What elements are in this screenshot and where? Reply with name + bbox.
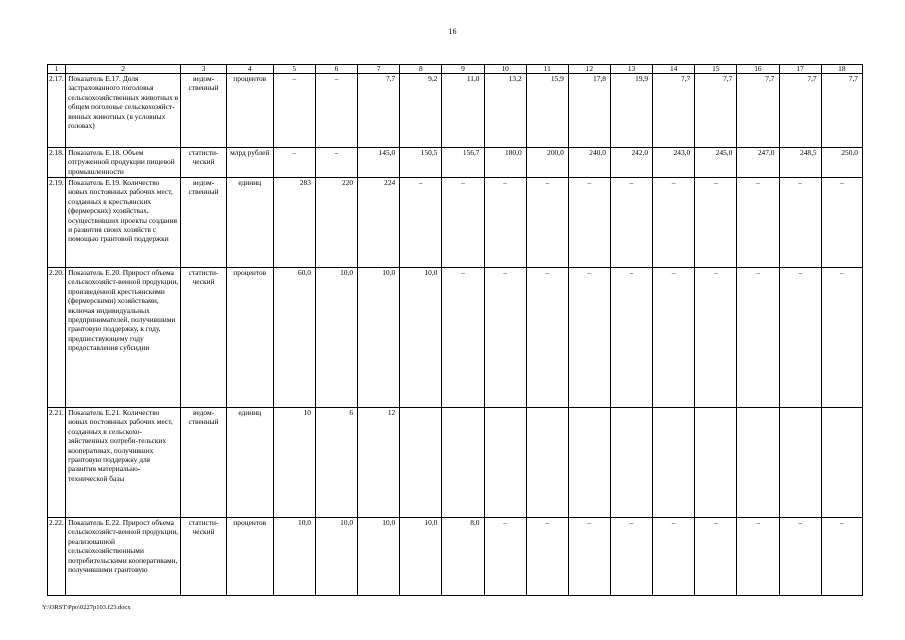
value-cell: 248,5 xyxy=(779,148,821,178)
table-row xyxy=(48,148,863,178)
data-source: статисти-ческий xyxy=(181,148,226,178)
value-cell: – xyxy=(315,74,357,148)
value-cell: – xyxy=(653,268,695,408)
value-cell: – xyxy=(653,178,695,268)
indicator-name: Показатель Е.18. Объем отгруженной продукции пищевой промышленности xyxy=(66,148,181,178)
column-header-5: 5 xyxy=(273,65,315,74)
value-cell: 224 xyxy=(358,178,400,268)
column-header-14: 14 xyxy=(653,65,695,74)
value-cell: – xyxy=(484,518,526,596)
value-cell: – xyxy=(737,268,779,408)
unit-of-measure: млрд рублей xyxy=(226,148,273,178)
value-cell: – xyxy=(610,268,652,408)
indicator-name: Показатель Е.19. Количество новых постоянных рабочих мест, созданных в крестьянских (фермерских) хозяйствах, осуществивших проекты создания и развития своих хозяйств с помощью грантовой поддержки xyxy=(66,178,181,268)
value-cell: 7,7 xyxy=(695,74,737,148)
row-index: 2.21. xyxy=(48,408,66,518)
value-cell: – xyxy=(779,268,821,408)
value-cell: 7,7 xyxy=(737,74,779,148)
value-cell: 7,7 xyxy=(779,74,821,148)
value-cell xyxy=(610,408,652,518)
indicator-name: Показатель Е.21. Количество новых постоянных рабочих мест, созданных в сельскохо-зяйственных потреби-тельских кооперативах, получивших грантовую поддержку для развития материально-технической базы xyxy=(66,408,181,518)
value-cell: 19,9 xyxy=(610,74,652,148)
value-cell: 150,5 xyxy=(400,148,442,178)
column-header-10: 10 xyxy=(484,65,526,74)
value-cell: – xyxy=(821,268,862,408)
value-cell: 10,0 xyxy=(315,268,357,408)
value-cell xyxy=(821,408,862,518)
value-cell: 13,2 xyxy=(484,74,526,148)
row-index: 2.18. xyxy=(48,148,66,178)
row-index: 2.22. xyxy=(48,518,66,596)
data-source: статисти-ческий xyxy=(181,518,226,596)
value-cell: 10,0 xyxy=(400,268,442,408)
value-cell: 7,7 xyxy=(358,74,400,148)
value-cell: – xyxy=(568,178,610,268)
value-cell: 7,7 xyxy=(821,74,862,148)
value-cell: 283 xyxy=(273,178,315,268)
value-cell: – xyxy=(695,518,737,596)
row-index: 2.17. xyxy=(48,74,66,148)
value-cell: – xyxy=(779,518,821,596)
value-cell xyxy=(653,408,695,518)
value-cell: – xyxy=(526,178,568,268)
value-cell: 7,7 xyxy=(653,74,695,148)
value-cell xyxy=(526,408,568,518)
value-cell: 10,0 xyxy=(358,518,400,596)
value-cell: 220 xyxy=(315,178,357,268)
unit-of-measure: процентов xyxy=(226,74,273,148)
unit-of-measure: процентов xyxy=(226,518,273,596)
value-cell: – xyxy=(610,178,652,268)
value-cell: 17,8 xyxy=(568,74,610,148)
data-source: ведом-ственный xyxy=(181,74,226,148)
value-cell xyxy=(737,408,779,518)
table-row xyxy=(48,408,863,518)
value-cell: – xyxy=(568,268,610,408)
value-cell: 8,0 xyxy=(442,518,484,596)
column-header-12: 12 xyxy=(568,65,610,74)
value-cell: – xyxy=(568,518,610,596)
value-cell: 9,2 xyxy=(400,74,442,148)
indicators-table-wrapper xyxy=(47,64,863,596)
value-cell: – xyxy=(526,518,568,596)
value-cell: 180,0 xyxy=(484,148,526,178)
column-header-16: 16 xyxy=(737,65,779,74)
indicator-name: Показатель Е.20. Прирост объема сельскохозяйст-венной продукции, произведенной крестьянскими (фермерскими) хозяйствами, включая индивидуальных предпринимателей, получившими грантовую поддержку, к году, предшествующему году предоставления субсидии xyxy=(66,268,181,408)
value-cell: 247,0 xyxy=(737,148,779,178)
footer-file-path: Y:\ORST\Ppo\0227p103.f23.docx xyxy=(42,604,131,611)
data-source: ведом-ственный xyxy=(181,408,226,518)
row-index: 2.19. xyxy=(48,178,66,268)
table-row xyxy=(48,518,863,596)
value-cell: 10,0 xyxy=(400,518,442,596)
value-cell: – xyxy=(442,178,484,268)
column-header-9: 9 xyxy=(442,65,484,74)
unit-of-measure: единиц xyxy=(226,408,273,518)
value-cell: 250,0 xyxy=(821,148,862,178)
value-cell: – xyxy=(695,178,737,268)
value-cell: – xyxy=(653,518,695,596)
value-cell xyxy=(568,408,610,518)
column-header-17: 17 xyxy=(779,65,821,74)
value-cell: – xyxy=(315,148,357,178)
column-header-11: 11 xyxy=(526,65,568,74)
value-cell: 10,0 xyxy=(358,268,400,408)
value-cell: 11,0 xyxy=(442,74,484,148)
value-cell: – xyxy=(273,148,315,178)
value-cell: – xyxy=(737,178,779,268)
value-cell: – xyxy=(779,178,821,268)
value-cell xyxy=(695,408,737,518)
value-cell: – xyxy=(526,268,568,408)
value-cell: – xyxy=(821,518,862,596)
value-cell: 145,0 xyxy=(358,148,400,178)
column-header-7: 7 xyxy=(358,65,400,74)
column-header-4: 4 xyxy=(226,65,273,74)
value-cell: 240,0 xyxy=(568,148,610,178)
page-number: 16 xyxy=(448,27,457,36)
value-cell: – xyxy=(610,518,652,596)
value-cell xyxy=(484,408,526,518)
value-cell xyxy=(442,408,484,518)
value-cell xyxy=(779,408,821,518)
value-cell: – xyxy=(737,518,779,596)
value-cell: – xyxy=(821,178,862,268)
table-row xyxy=(48,268,863,408)
column-header-18: 18 xyxy=(821,65,862,74)
value-cell: 242,0 xyxy=(610,148,652,178)
table-row xyxy=(48,74,863,148)
table-body xyxy=(48,74,863,596)
value-cell: – xyxy=(442,268,484,408)
unit-of-measure: процентов xyxy=(226,268,273,408)
value-cell: 200,0 xyxy=(526,148,568,178)
column-header-1: 1 xyxy=(48,65,66,74)
column-header-13: 13 xyxy=(610,65,652,74)
indicators-table xyxy=(47,64,863,596)
indicator-name: Показатель Е.22. Прирост объема сельскохозяйст-венной продукции, реализованной сельскохозяйственными потребительскими кооперативами, получившими грантовую xyxy=(66,518,181,596)
value-cell: – xyxy=(484,268,526,408)
unit-of-measure: единиц xyxy=(226,178,273,268)
value-cell: – xyxy=(273,74,315,148)
value-cell: 12 xyxy=(358,408,400,518)
value-cell: 10,0 xyxy=(315,518,357,596)
data-source: ведом-ственный xyxy=(181,178,226,268)
value-cell: – xyxy=(484,178,526,268)
column-header-6: 6 xyxy=(315,65,357,74)
value-cell: 243,0 xyxy=(653,148,695,178)
header-row xyxy=(48,65,863,74)
value-cell: 245,0 xyxy=(695,148,737,178)
value-cell: 156,7 xyxy=(442,148,484,178)
value-cell xyxy=(400,408,442,518)
column-header-8: 8 xyxy=(400,65,442,74)
column-header-15: 15 xyxy=(695,65,737,74)
value-cell: – xyxy=(400,178,442,268)
value-cell: 10 xyxy=(273,408,315,518)
value-cell: 10,0 xyxy=(273,518,315,596)
value-cell: – xyxy=(695,268,737,408)
value-cell: 15,9 xyxy=(526,74,568,148)
data-source: статисти-ческий xyxy=(181,268,226,408)
column-header-2: 2 xyxy=(66,65,181,74)
indicator-name: Показатель Е.17. Доля застрахованного поголовья сельскохозяйственных животных в общем поголовье сельскохозяйст-венных животных (в условных головах) xyxy=(66,74,181,148)
value-cell: 60,0 xyxy=(273,268,315,408)
table-row xyxy=(48,178,863,268)
value-cell: 6 xyxy=(315,408,357,518)
column-header-3: 3 xyxy=(181,65,226,74)
row-index: 2.20. xyxy=(48,268,66,408)
